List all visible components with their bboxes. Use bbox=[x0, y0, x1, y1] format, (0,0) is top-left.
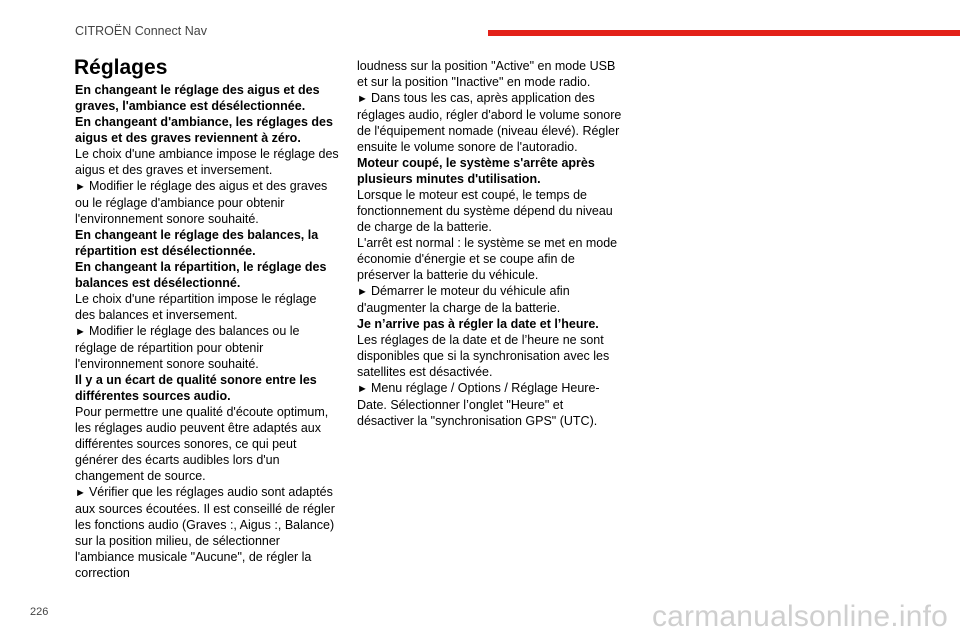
bullet-text: Dans tous les cas, après application des réglages audio, régler d'abord le volume sonore de l'équipement nomade (niveau élevé). Régler ensuite le volume sonore de l'autoradio. bbox=[357, 91, 622, 154]
bold-paragraph: En changeant le réglage des aigus et des graves, l'ambiance est désélectionnée. bbox=[75, 83, 320, 113]
bullet-text: Modifier le réglage des balances ou le réglage de répartition pour obtenir l'environnement sonore souhaité. bbox=[75, 324, 300, 371]
header-title: CITROËN Connect Nav bbox=[75, 24, 207, 38]
bullet-paragraph bbox=[75, 323, 340, 372]
bullet-arrow-icon: ► bbox=[75, 487, 89, 499]
section-title: Réglages bbox=[74, 56, 168, 79]
paragraph: Pour permettre une qualité d'écoute optimum, les réglages audio peuvent être adaptés aux différentes sources sonores, ce qui peut générer des écarts audibles lors d'un changement de source. bbox=[75, 405, 329, 483]
bullet-arrow-icon: ► bbox=[357, 286, 371, 298]
bullet-text: Vérifier que les réglages audio sont adaptés aux sources écoutées. Il est conseillé de régler les fonctions audio (Graves :, Aigus :, Balance) sur la position milieu, de sélectionner l'ambiance musicale "Aucune", de régler la correction bbox=[75, 485, 335, 580]
right-column bbox=[357, 58, 622, 429]
bullet-arrow-icon: ► bbox=[75, 326, 89, 338]
bullet-arrow-icon: ► bbox=[75, 181, 89, 193]
bold-paragraph: En changeant le réglage des balances, la répartition est désélectionnée. bbox=[75, 228, 319, 258]
paragraph: L'arrêt est normal : le système se met en mode économie d'énergie et se coupe afin de préserver la batterie du véhicule. bbox=[357, 236, 618, 282]
bullet-paragraph bbox=[357, 283, 622, 316]
paragraph: Le choix d'une ambiance impose le réglage des aigus et des graves et inversement. bbox=[75, 147, 339, 177]
bold-paragraph: Je n’arrive pas à régler la date et l’heure. bbox=[357, 317, 599, 331]
left-column bbox=[75, 82, 340, 581]
bold-paragraph: En changeant d'ambiance, les réglages des aigus et des graves reviennent à zéro. bbox=[75, 115, 333, 145]
watermark: carmanualsonline.info bbox=[651, 600, 948, 633]
bullet-arrow-icon: ► bbox=[357, 93, 371, 105]
bullet-text: Menu réglage / Options / Réglage Heure-Date. Sélectionner l’onglet "Heure" et désactiver la "synchronisation GPS" (UTC). bbox=[357, 381, 600, 428]
bold-paragraph: Moteur coupé, le système s'arrête après plusieurs minutes d'utilisation. bbox=[357, 156, 595, 186]
bullet-paragraph bbox=[75, 484, 340, 581]
bullet-paragraph bbox=[75, 178, 340, 227]
paragraph: Les réglages de la date et de l’heure ne sont disponibles que si la synchronisation avec les satellites est désactivée. bbox=[357, 333, 610, 379]
bullet-paragraph bbox=[357, 90, 622, 155]
paragraph: loudness sur la position "Active" en mode USB et sur la position "Inactive" en mode radio. bbox=[357, 59, 616, 89]
page-number: 226 bbox=[30, 606, 49, 618]
paragraph: Le choix d'une répartition impose le réglage des balances et inversement. bbox=[75, 292, 317, 322]
bullet-text: Démarrer le moteur du véhicule afin d'augmenter la charge de la batterie. bbox=[357, 284, 570, 315]
bold-paragraph: Il y a un écart de qualité sonore entre les différentes sources audio. bbox=[75, 373, 317, 403]
bullet-arrow-icon: ► bbox=[357, 383, 371, 395]
bullet-paragraph bbox=[357, 380, 622, 429]
header-accent-bar bbox=[488, 30, 960, 36]
bullet-text: Modifier le réglage des aigus et des graves ou le réglage d'ambiance pour obtenir l'environnement sonore souhaité. bbox=[75, 179, 328, 226]
paragraph: Lorsque le moteur est coupé, le temps de fonctionnement du système dépend du niveau de charge de la batterie. bbox=[357, 188, 613, 234]
bold-paragraph: En changeant la répartition, le réglage des balances est désélectionné. bbox=[75, 260, 327, 290]
